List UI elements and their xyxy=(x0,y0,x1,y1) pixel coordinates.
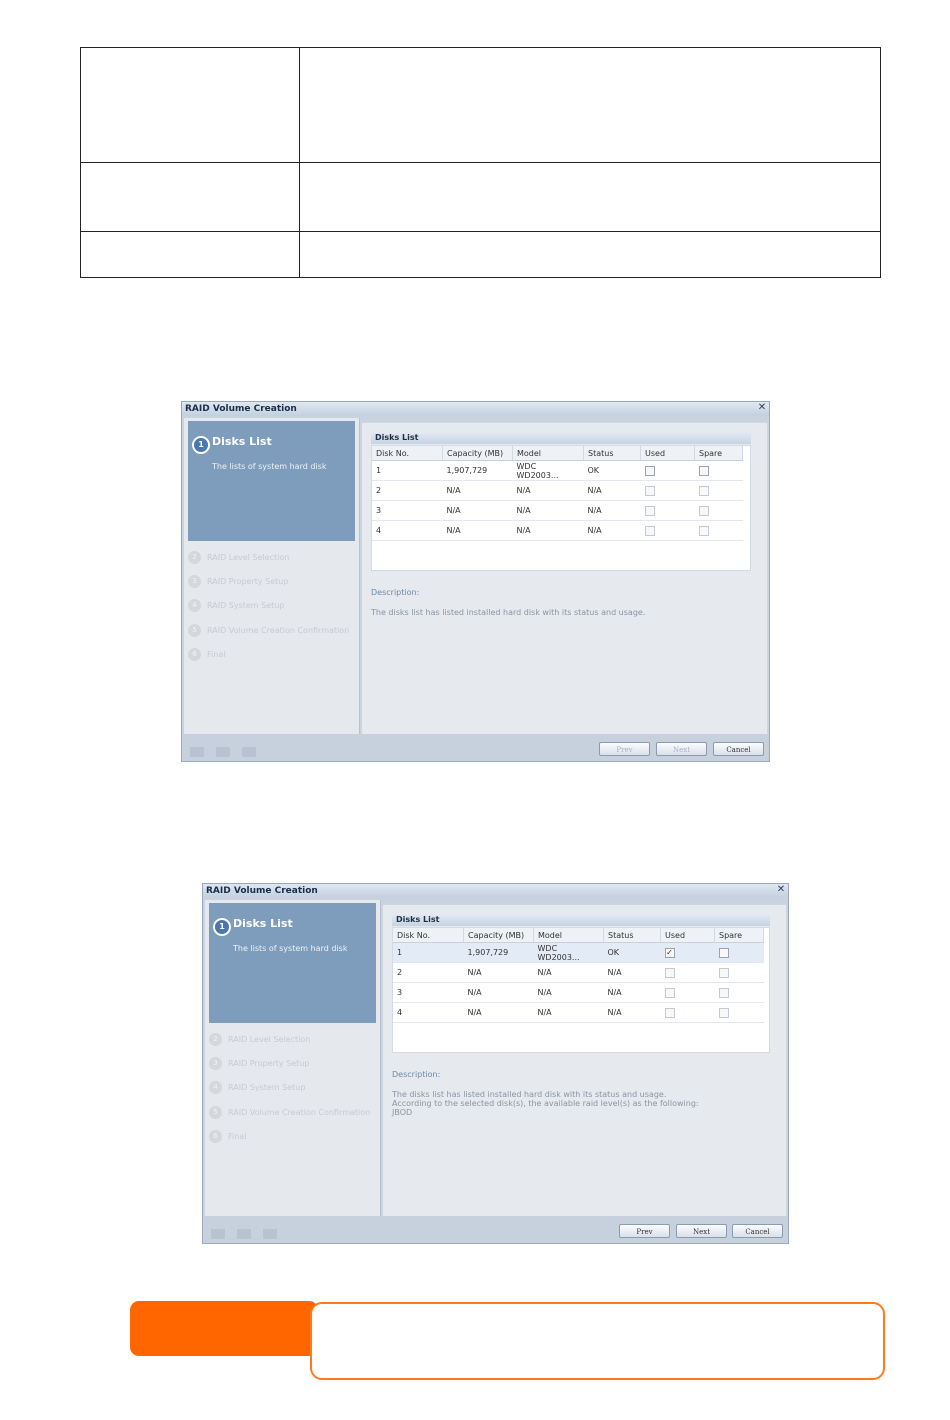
table-row[interactable] xyxy=(372,461,743,481)
disk-no: 1 xyxy=(393,943,464,963)
disk-no: 3 xyxy=(372,501,443,521)
step-description: The lists of system hard disk xyxy=(233,944,348,953)
step-title: Disks List xyxy=(233,917,293,930)
disk-no: 2 xyxy=(393,963,464,983)
model: N/A xyxy=(534,1003,604,1023)
prev-button[interactable]: Prev xyxy=(599,742,650,756)
column-header[interactable]: Disk No. xyxy=(393,928,464,943)
disk-no: 4 xyxy=(393,1003,464,1023)
model: N/A xyxy=(534,983,604,1003)
column-header[interactable]: Status xyxy=(584,446,641,461)
column-header[interactable]: Disk No. xyxy=(372,446,443,461)
step-number: 6 xyxy=(188,648,201,661)
step-number: 2 xyxy=(209,1033,222,1046)
disks-table xyxy=(372,446,743,541)
document-table xyxy=(80,47,881,278)
status: OK xyxy=(604,943,661,963)
table-cell xyxy=(81,163,300,232)
table-cell xyxy=(81,48,300,163)
dialog-title: RAID Volume Creation xyxy=(182,402,769,416)
step-number: 3 xyxy=(209,1057,222,1070)
step-number: 1 xyxy=(213,918,231,936)
step-label: RAID Level Selection xyxy=(228,1035,311,1044)
column-header[interactable]: Spare xyxy=(695,446,743,461)
close-icon[interactable]: ✕ xyxy=(757,402,767,413)
capacity: N/A xyxy=(464,983,534,1003)
note-tab xyxy=(130,1301,318,1356)
description-line: The disks list has listed installed hard disk with its status and usage. xyxy=(392,1090,667,1099)
step-label: RAID Property Setup xyxy=(207,577,289,586)
disk-no: 4 xyxy=(372,521,443,541)
capacity: N/A xyxy=(464,963,534,983)
step-label: RAID Level Selection xyxy=(207,553,290,562)
step-raid-system xyxy=(209,1081,305,1095)
column-header[interactable]: Used xyxy=(661,928,715,943)
button-bar xyxy=(182,734,769,761)
status: N/A xyxy=(604,983,661,1003)
table-row[interactable] xyxy=(372,501,743,521)
table-cell xyxy=(300,48,881,163)
table-row[interactable] xyxy=(372,481,743,501)
status: N/A xyxy=(584,521,641,541)
taskbar-icons xyxy=(190,742,268,761)
status: N/A xyxy=(604,1003,661,1023)
status: N/A xyxy=(584,481,641,501)
step-raid-level xyxy=(188,551,289,565)
table-row[interactable] xyxy=(393,983,764,1003)
active-step xyxy=(188,421,355,541)
status: N/A xyxy=(584,501,641,521)
description-line: The disks list has listed installed hard disk with its status and usage. xyxy=(371,608,646,617)
step-raid-confirmation xyxy=(209,1106,370,1120)
table-cell xyxy=(300,163,881,232)
step-number: 5 xyxy=(188,624,201,637)
capacity: N/A xyxy=(443,521,513,541)
disks-grid xyxy=(392,927,770,1053)
button-bar xyxy=(203,1216,788,1243)
step-number: 2 xyxy=(188,551,201,564)
step-raid-level xyxy=(209,1033,310,1047)
spare-checkbox[interactable] xyxy=(699,526,709,536)
column-header[interactable]: Model xyxy=(534,928,604,943)
model: N/A xyxy=(513,481,584,501)
description-text xyxy=(371,608,645,617)
capacity: N/A xyxy=(443,481,513,501)
spare-checkbox[interactable] xyxy=(719,968,729,978)
table-row[interactable] xyxy=(393,963,764,983)
capacity: N/A xyxy=(443,501,513,521)
used-checkbox[interactable] xyxy=(665,968,675,978)
step-number: 4 xyxy=(209,1081,222,1094)
column-header[interactable]: Capacity (MB) xyxy=(464,928,534,943)
disks-table xyxy=(393,928,764,1023)
step-number: 3 xyxy=(188,575,201,588)
description-label: Description: xyxy=(371,588,420,597)
step-label: RAID System Setup xyxy=(228,1083,306,1092)
spare-checkbox[interactable] xyxy=(699,466,709,476)
model: WDC WD2003... xyxy=(534,943,604,963)
prev-button[interactable]: Prev xyxy=(619,1224,670,1238)
description-line: JBOD xyxy=(392,1108,413,1117)
cancel-button[interactable]: Cancel xyxy=(713,742,764,756)
step-raid-property xyxy=(209,1057,309,1071)
status: N/A xyxy=(604,963,661,983)
table-cell xyxy=(300,232,881,278)
active-step xyxy=(209,903,376,1023)
used-checkbox[interactable] xyxy=(645,466,655,476)
capacity: 1,907,729 xyxy=(443,461,513,481)
step-title: Disks List xyxy=(212,435,272,448)
step-label: RAID Volume Creation Confirmation xyxy=(207,626,350,635)
panel-title: Disks List xyxy=(371,431,751,444)
table-row[interactable] xyxy=(372,521,743,541)
status: OK xyxy=(584,461,641,481)
column-header[interactable]: Used xyxy=(641,446,695,461)
model: N/A xyxy=(534,963,604,983)
column-header[interactable]: Capacity (MB) xyxy=(443,446,513,461)
used-checkbox[interactable]: ✓ xyxy=(666,947,673,957)
description-text xyxy=(392,1090,699,1117)
spare-checkbox[interactable] xyxy=(699,486,709,496)
step-final xyxy=(209,1130,246,1144)
used-checkbox[interactable] xyxy=(645,526,655,536)
raid-dialog-2 xyxy=(202,883,789,1244)
spare-checkbox[interactable] xyxy=(719,988,729,998)
used-checkbox[interactable] xyxy=(645,486,655,496)
content-pane xyxy=(361,422,768,736)
step-label: Final xyxy=(207,650,226,659)
wizard-steps xyxy=(184,418,360,736)
step-label: Final xyxy=(228,1132,247,1141)
column-header[interactable]: Model xyxy=(513,446,584,461)
disk-no: 2 xyxy=(372,481,443,501)
step-label: RAID System Setup xyxy=(207,601,285,610)
capacity: 1,907,729 xyxy=(464,943,534,963)
disks-grid xyxy=(371,445,751,571)
panel-title: Disks List xyxy=(392,913,770,926)
column-header[interactable]: Status xyxy=(604,928,661,943)
model: WDC WD2003... xyxy=(513,461,584,481)
content-pane xyxy=(382,904,787,1218)
step-number: 5 xyxy=(209,1106,222,1119)
wizard-steps xyxy=(205,900,381,1217)
description-line: According to the selected disk(s), the available raid level(s) as the following: xyxy=(392,1099,699,1108)
taskbar-icons xyxy=(211,1224,289,1243)
model: N/A xyxy=(513,521,584,541)
next-button[interactable]: Next xyxy=(656,742,707,756)
capacity: N/A xyxy=(464,1003,534,1023)
spare-checkbox[interactable] xyxy=(719,948,729,958)
spare-checkbox[interactable] xyxy=(719,1008,729,1018)
column-header[interactable]: Spare xyxy=(715,928,764,943)
disk-no: 3 xyxy=(393,983,464,1003)
step-raid-property xyxy=(188,575,288,589)
step-number: 1 xyxy=(192,436,210,454)
table-cell xyxy=(81,232,300,278)
close-icon[interactable]: ✕ xyxy=(776,884,786,895)
dialog-title: RAID Volume Creation xyxy=(203,884,788,898)
table-row[interactable] xyxy=(393,1003,764,1023)
cancel-button[interactable]: Cancel xyxy=(732,1224,783,1238)
spare-checkbox[interactable] xyxy=(699,506,709,516)
step-label: RAID Property Setup xyxy=(228,1059,310,1068)
step-number: 4 xyxy=(188,599,201,612)
used-checkbox[interactable] xyxy=(645,506,655,516)
note-box xyxy=(310,1302,885,1380)
next-button[interactable]: Next xyxy=(676,1224,727,1238)
used-checkbox[interactable] xyxy=(665,988,675,998)
disk-no: 1 xyxy=(372,461,443,481)
step-label: RAID Volume Creation Confirmation xyxy=(228,1108,371,1117)
table-row[interactable] xyxy=(393,943,764,963)
step-description: The lists of system hard disk xyxy=(212,462,327,471)
step-number: 6 xyxy=(209,1130,222,1143)
step-raid-confirmation xyxy=(188,624,349,638)
used-checkbox[interactable] xyxy=(665,1008,675,1018)
step-final xyxy=(188,648,225,662)
model: N/A xyxy=(513,501,584,521)
raid-dialog-1 xyxy=(181,401,770,762)
step-raid-system xyxy=(188,599,284,613)
description-label: Description: xyxy=(392,1070,441,1079)
